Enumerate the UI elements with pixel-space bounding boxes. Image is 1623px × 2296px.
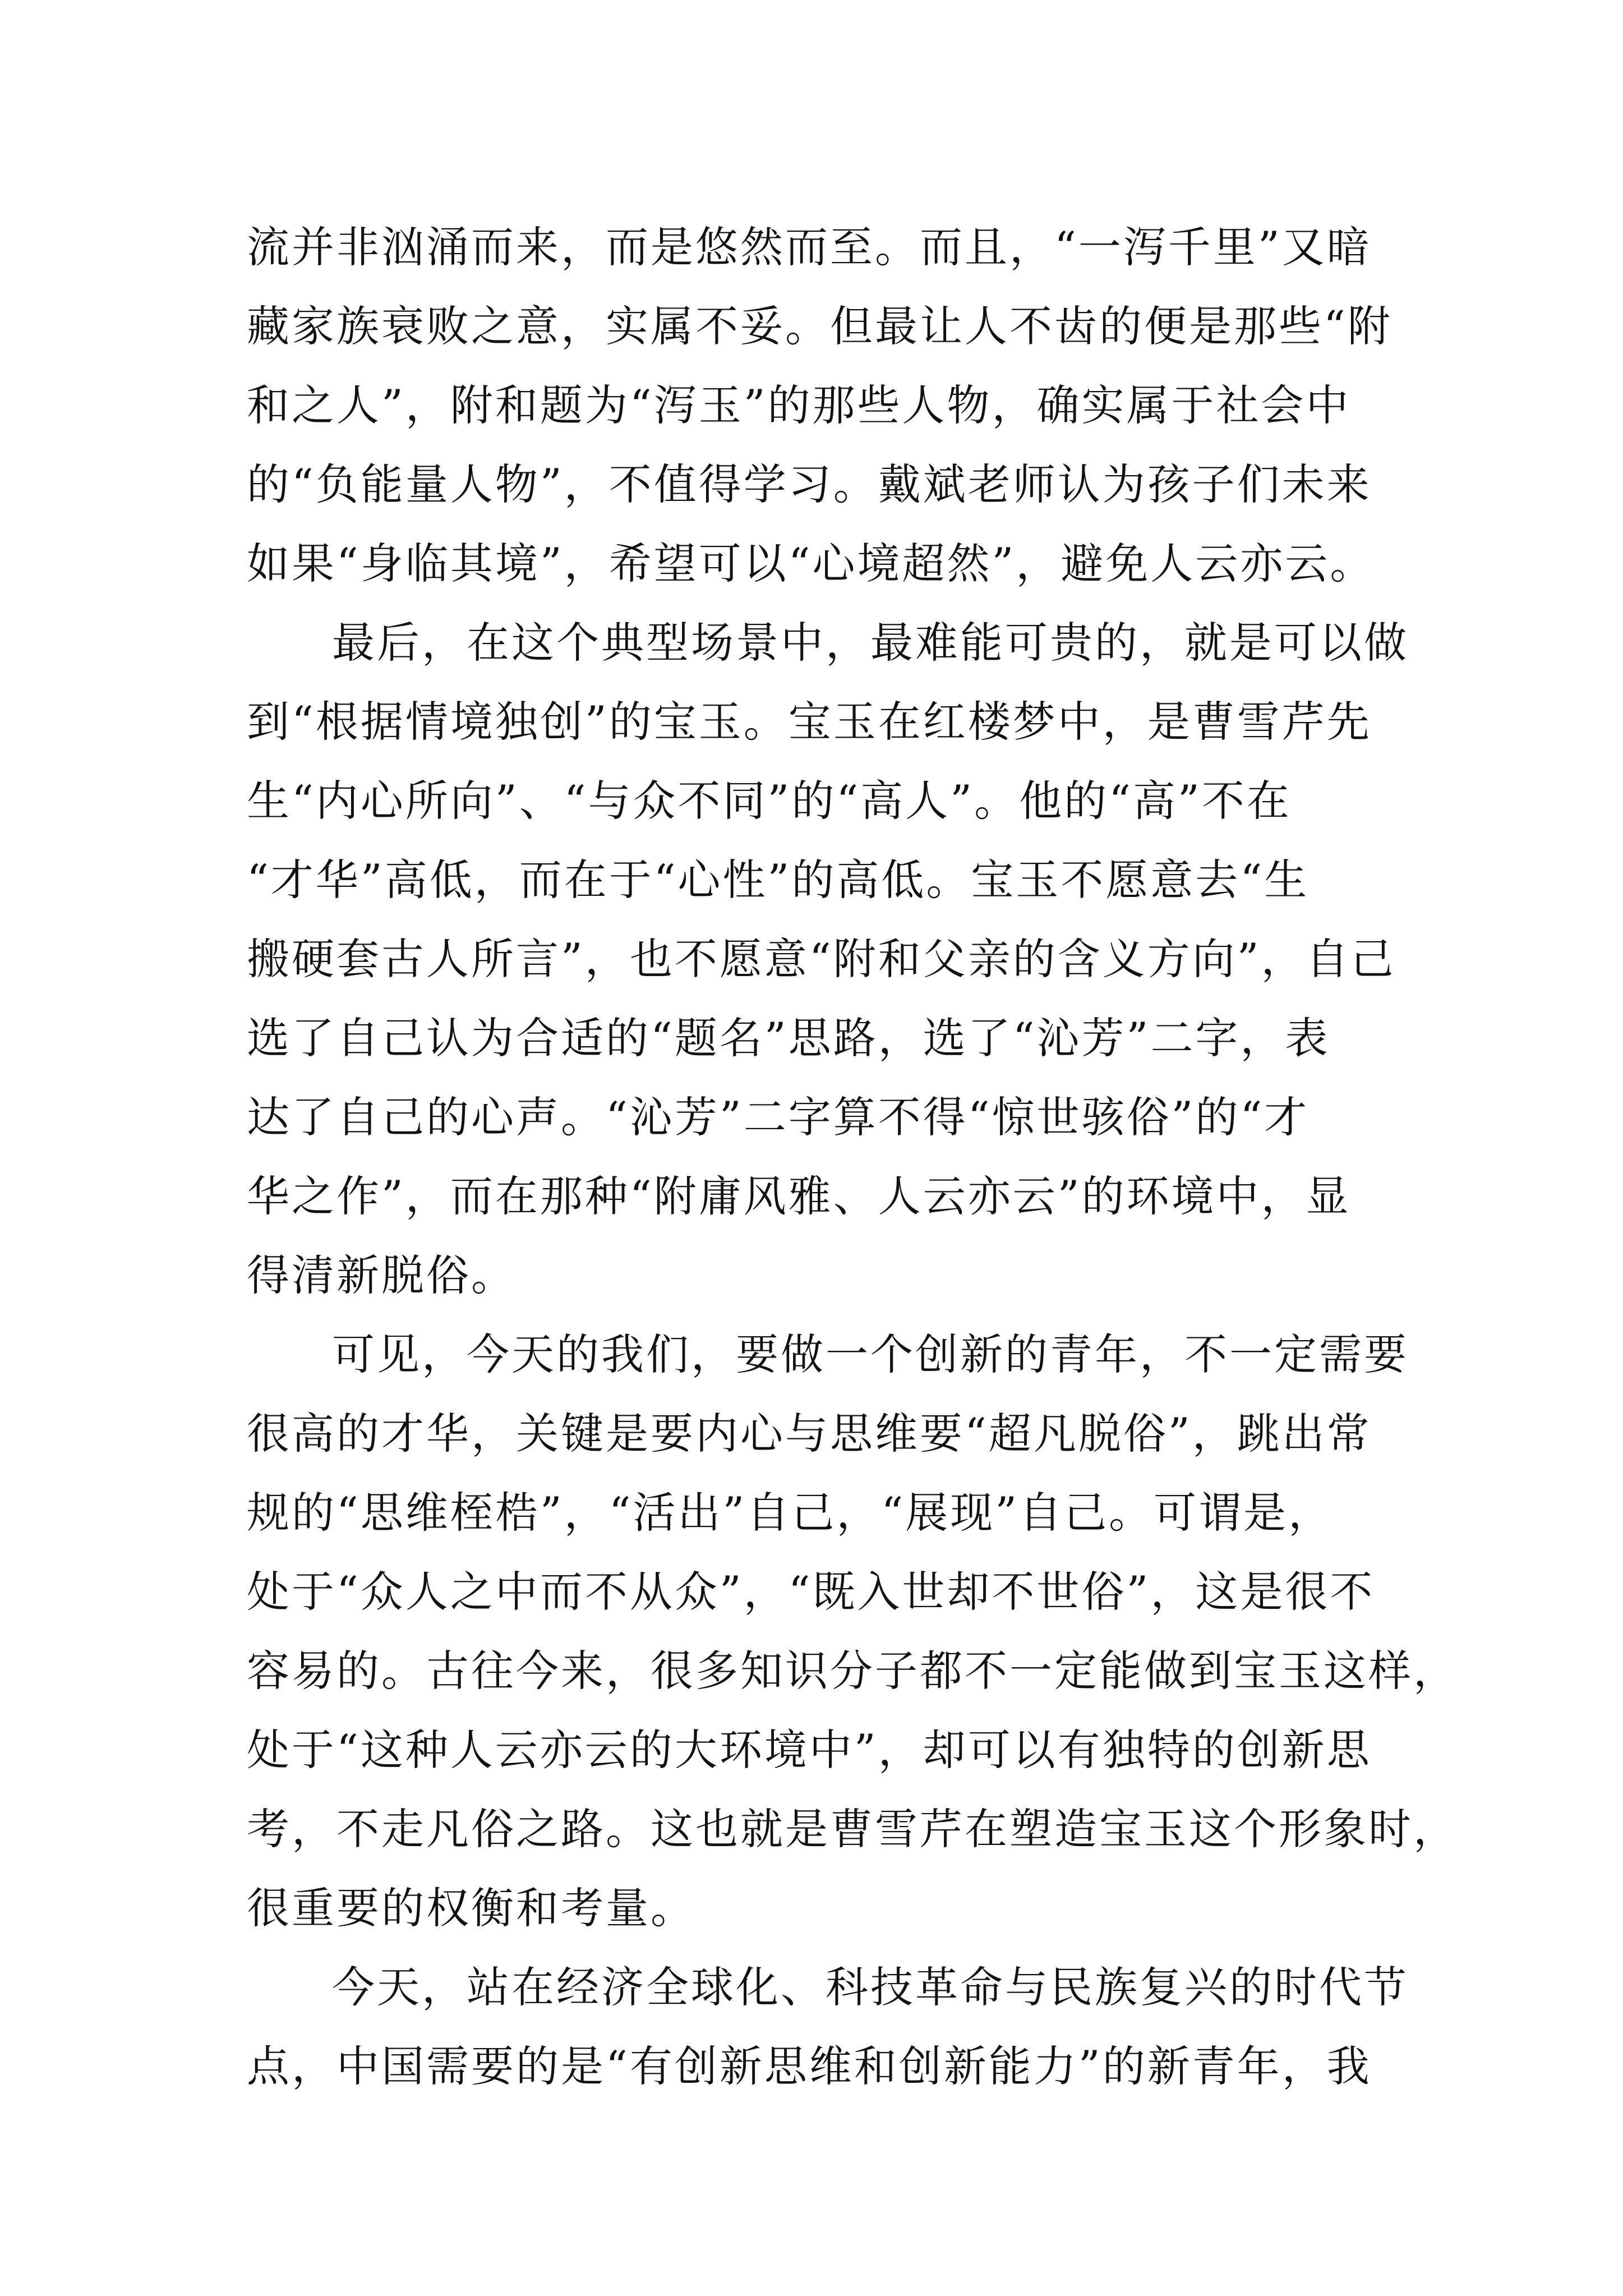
text-line: 点，中国需要的是“有创新思维和创新能力”的新青年，我 xyxy=(247,2041,1372,2091)
text-line: 处于“众人之中而不从众”，“既入世却不世俗”，这是很不 xyxy=(247,1567,1375,1617)
text-line: 藏家族衰败之意，实属不妥。但最让人不齿的便是那些“附 xyxy=(247,301,1393,351)
paragraph-4 xyxy=(247,1948,1409,2106)
text-line: 很高的才华，关键是要内心与思维要“超凡脱俗”，跳出常 xyxy=(247,1409,1372,1458)
text-line: 得清新脱俗。 xyxy=(247,1250,516,1300)
text-line: 考，不走凡俗之路。这也就是曹雪芹在塑造宝玉这个形象时， xyxy=(247,1804,1458,1854)
text-line: 如果“身临其境”，希望可以“心境超然”，避免人云亦云。 xyxy=(247,539,1375,588)
paragraph-1 xyxy=(247,208,1396,603)
text-line: 最后，在这个典型场景中，最难能可贵的，就是可以做 xyxy=(332,618,1409,668)
document-page xyxy=(247,208,1458,2106)
text-line: 规的“思维桎梏”，“活出”自己，“展现”自己。可谓是， xyxy=(247,1488,1334,1538)
text-line: 很重要的权衡和考量。 xyxy=(247,1883,695,1933)
text-line: 到“根据情境独创”的宝玉。宝玉在红楼梦中，是曹雪芹先 xyxy=(247,697,1372,747)
text-line: 今天，站在经济全球化、科技革命与民族复兴的时代节 xyxy=(332,1962,1409,2012)
text-line: 选了自己认为合适的“题名”思路，选了“沁芳”二字，表 xyxy=(247,1013,1330,1063)
paragraph-2 xyxy=(247,603,1409,1315)
text-line: “才华”高低，而在于“心性”的高低。宝玉不愿意去“生 xyxy=(247,855,1310,905)
text-line: 的“负能量人物”，不值得学习。戴斌老师认为孩子们未来 xyxy=(247,459,1372,509)
text-line: 可见，今天的我们，要做一个创新的青年，不一定需要 xyxy=(332,1329,1409,1379)
text-line: 流并非汹涌而来，而是悠然而至。而且，“一泻千里”又暗 xyxy=(247,222,1372,272)
text-line: 达了自己的心声。“沁芳”二字算不得“惊世骇俗”的“才 xyxy=(247,1092,1310,1142)
text-line: 和之人”，附和题为“泻玉”的那些人物，确实属于社会中 xyxy=(247,380,1351,430)
text-line: 生“内心所向”、“与众不同”的“高人”。他的“高”不在 xyxy=(247,776,1292,826)
paragraph-3 xyxy=(247,1315,1458,1948)
text-line: 容易的。古往今来，很多知识分子都不一定能做到宝玉这样， xyxy=(247,1646,1458,1696)
text-line: 华之作”，而在那种“附庸风雅、人云亦云”的环境中，显 xyxy=(247,1171,1351,1221)
text-line: 处于“这种人云亦云的大环境中”，却可以有独特的创新思 xyxy=(247,1725,1372,1775)
text-line: 搬硬套古人所言”，也不愿意“附和父亲的含义方向”，自己 xyxy=(247,934,1396,984)
